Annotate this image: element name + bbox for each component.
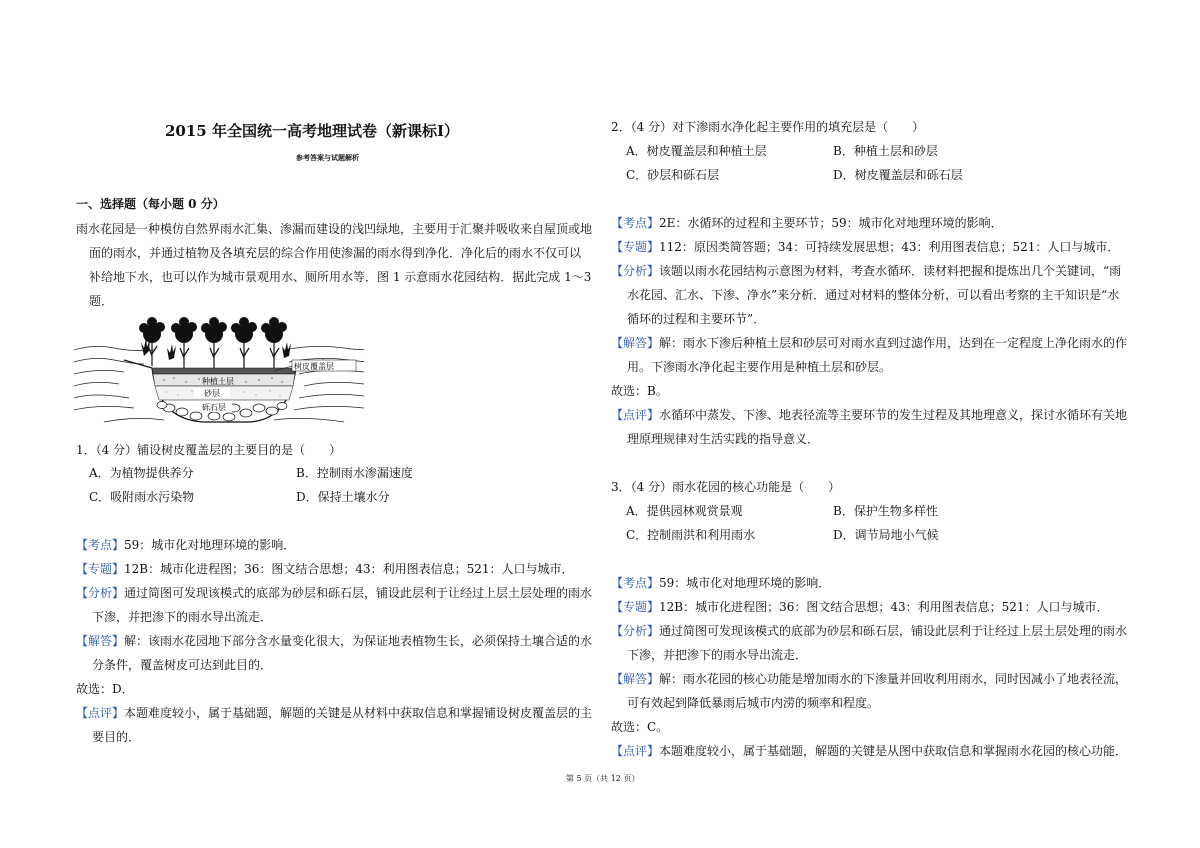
dianping-tag: 【点评】 <box>611 744 660 758</box>
zhuanti-text: 12B：城市化进程图；36：图文结合思想；43：利用图表信息；521：人口与城市． <box>659 600 1109 614</box>
q3-option-c: C．控制雨洪和利用雨水 <box>626 528 756 542</box>
fenxi-tag: 【分析】 <box>76 586 125 600</box>
q3-dianping <box>611 743 1127 759</box>
label-sand: 砂层 <box>204 389 220 398</box>
dianping-text: 水循环中蒸发、下渗、地表径流等主要环节的发生过程及其地理意义，探讨水循环有关地 <box>659 408 1128 422</box>
page-subtitle: 参考答案与试题解析 <box>296 153 359 162</box>
dianping-tag: 【点评】 <box>76 706 125 720</box>
question-2-stem: 2．（4 分）对下渗雨水净化起主要作用的填充层是（ ） <box>611 120 925 134</box>
q3-option-a: A．提供园林观赏景观 <box>626 504 743 518</box>
q3-zhuanti <box>611 599 1109 615</box>
zhuanti-tag: 【专题】 <box>611 240 660 254</box>
q1-fenxi <box>76 585 592 601</box>
rain-garden-figure <box>74 316 364 434</box>
q2-answer: 故选：B。 <box>611 384 668 398</box>
kaodian-text: 59：城市化对地理环境的影响． <box>124 538 296 552</box>
jieda-tag: 【解答】 <box>611 336 660 350</box>
jieda-text: 解：该雨水花园地下部分含水量变化很大，为保证地表植物生长，必须保持土壤合适的水 <box>124 634 593 648</box>
q3-kaodian <box>611 575 830 591</box>
q3-jieda-cont: 可有效起到降低暴雨后城市内涝的频率和程度。 <box>627 696 880 710</box>
label-planting-soil: 种植土层 <box>202 377 234 386</box>
q3-option-d: D．调节局地小气候 <box>833 528 939 542</box>
kaodian-text: 59：城市化对地理环境的影响． <box>659 576 831 590</box>
question-3-stem: 3．（4 分）雨水花园的核心功能是（ ） <box>611 480 841 494</box>
kaodian-text: 2E：水循环的过程和主要环节；59：城市化对地理环境的影响． <box>659 216 1003 230</box>
q3-option-b: B．保护生物多样性 <box>833 504 938 518</box>
fenxi-text: 通过简图可发现该模式的底部为砂层和砾石层，铺设此层利于让经过上层土层处理的雨水 <box>124 586 593 600</box>
q3-answer: 故选：C。 <box>611 720 669 734</box>
dianping-tag: 【点评】 <box>611 408 660 422</box>
q2-option-d: D．树皮覆盖层和砾石层 <box>833 168 963 182</box>
dianping-text: 本题难度较小，属于基础题，解题的关键是从材料中获取信息和掌握铺设树皮覆盖层的主 <box>124 706 593 720</box>
zhuanti-text: 112：原因类简答题；34：可持续发展思想；43：利用图表信息；521：人口与城市． <box>659 240 1120 254</box>
q1-dianping <box>76 705 592 721</box>
q1-option-b: B．控制雨水渗漏速度 <box>296 466 413 480</box>
fenxi-tag: 【分析】 <box>611 264 660 278</box>
intro-line: 雨水花园是一种模仿自然界雨水汇集、渗漏而建设的浅凹绿地，主要用于汇聚并吸收来自屋顶或地 <box>76 222 593 236</box>
fenxi-tag: 【分析】 <box>611 624 660 638</box>
q2-kaodian <box>611 215 1003 231</box>
rain-garden-diagram <box>74 316 364 434</box>
jieda-text: 解：雨水花园的核心功能是增加雨水的下渗量并回收利用雨水，同时因减小了地表径流， <box>659 672 1128 686</box>
label-bark-layer: 树皮覆盖层 <box>294 362 334 371</box>
q1-fenxi-cont: 下渗，并把渗下的雨水导出流走． <box>92 610 273 624</box>
q3-fenxi-cont: 下渗，并把渗下的雨水导出流走． <box>627 648 808 662</box>
question-1-stem: 1．（4 分）铺设树皮覆盖层的主要目的是（ ） <box>76 443 342 457</box>
q2-fenxi-cont: 循环的过程和主要环节”． <box>627 312 766 326</box>
q1-zhuanti <box>76 561 574 577</box>
q2-fenxi-cont: 水花园、汇水、下渗、净水”来分析．通过对材料的整体分析，可以看出考察的主干知识是“水 <box>627 288 1120 302</box>
intro-line: 题． <box>89 294 114 308</box>
intro-line: 补给地下水，也可以作为城市景观用水、厕所用水等．图 1 示意雨水花园结构．据此完成 1～3 <box>89 270 592 284</box>
q1-answer: 故选：D． <box>76 682 134 696</box>
section-heading: 一、选择题（每小题 0 分） <box>76 197 225 211</box>
q1-jieda <box>76 633 592 649</box>
q1-option-a: A．为植物提供养分 <box>89 466 194 480</box>
q1-option-c: C．吸附雨水污染物 <box>89 490 195 504</box>
q2-option-c: C．砂层和砾石层 <box>626 168 720 182</box>
q1-dianping-cont: 要目的． <box>92 730 141 744</box>
q1-jieda-cont: 分条件，覆盖树皮可达到此目的． <box>92 658 273 672</box>
page-title: 2015 年全国统一高考地理试卷（新课标Ⅰ） <box>165 122 459 140</box>
q2-option-b: B．种植土层和砂层 <box>833 144 938 158</box>
q3-jieda <box>611 671 1127 687</box>
q2-zhuanti <box>611 239 1119 255</box>
jieda-tag: 【解答】 <box>76 634 125 648</box>
q2-dianping-cont: 理原理规律对生活实践的指导意义． <box>627 432 820 446</box>
kaodian-tag: 【考点】 <box>611 576 660 590</box>
zhuanti-tag: 【专题】 <box>76 562 125 576</box>
q2-fenxi <box>611 263 1121 279</box>
dianping-text: 本题难度较小，属于基础题，解题的关键是从图中获取信息和掌握雨水花园的核心功能． <box>659 744 1128 758</box>
q2-dianping <box>611 407 1127 423</box>
label-gravel: 砾石层 <box>202 403 226 412</box>
q2-jieda <box>611 335 1127 351</box>
q3-fenxi <box>611 623 1127 639</box>
zhuanti-text: 12B：城市化进程图；36：图文结合思想；43：利用图表信息；521：人口与城市． <box>124 562 574 576</box>
q1-kaodian <box>76 537 295 553</box>
kaodian-tag: 【考点】 <box>76 538 125 552</box>
fenxi-text: 通过简图可发现该模式的底部为砂层和砾石层，铺设此层利于让经过上层土层处理的雨水 <box>659 624 1128 638</box>
jieda-tag: 【解答】 <box>611 672 660 686</box>
q2-option-a: A．树皮覆盖层和种植土层 <box>626 144 767 158</box>
q2-jieda-cont: 用。下渗雨水净化起主要作用是种植土层和砂层。 <box>627 360 892 374</box>
zhuanti-tag: 【专题】 <box>611 600 660 614</box>
shrub-group <box>139 317 287 368</box>
fenxi-text: 该题以雨水花园结构示意图为材料，考查水循环．读材料把握和提炼出几个关键词，“雨 <box>659 264 1122 278</box>
page-footer: 第 5 页（共 12 页） <box>566 774 640 783</box>
kaodian-tag: 【考点】 <box>611 216 660 230</box>
jieda-text: 解：雨水下渗后种植土层和砂层可对雨水直到过滤作用，达到在一定程度上净化雨水的作 <box>659 336 1128 350</box>
q1-option-d: D．保持土壤水分 <box>296 490 390 504</box>
intro-line: 面的雨水，并通过植物及各填充层的综合作用使渗漏的雨水得到净化．净化后的雨水不仅可以 <box>89 246 582 260</box>
